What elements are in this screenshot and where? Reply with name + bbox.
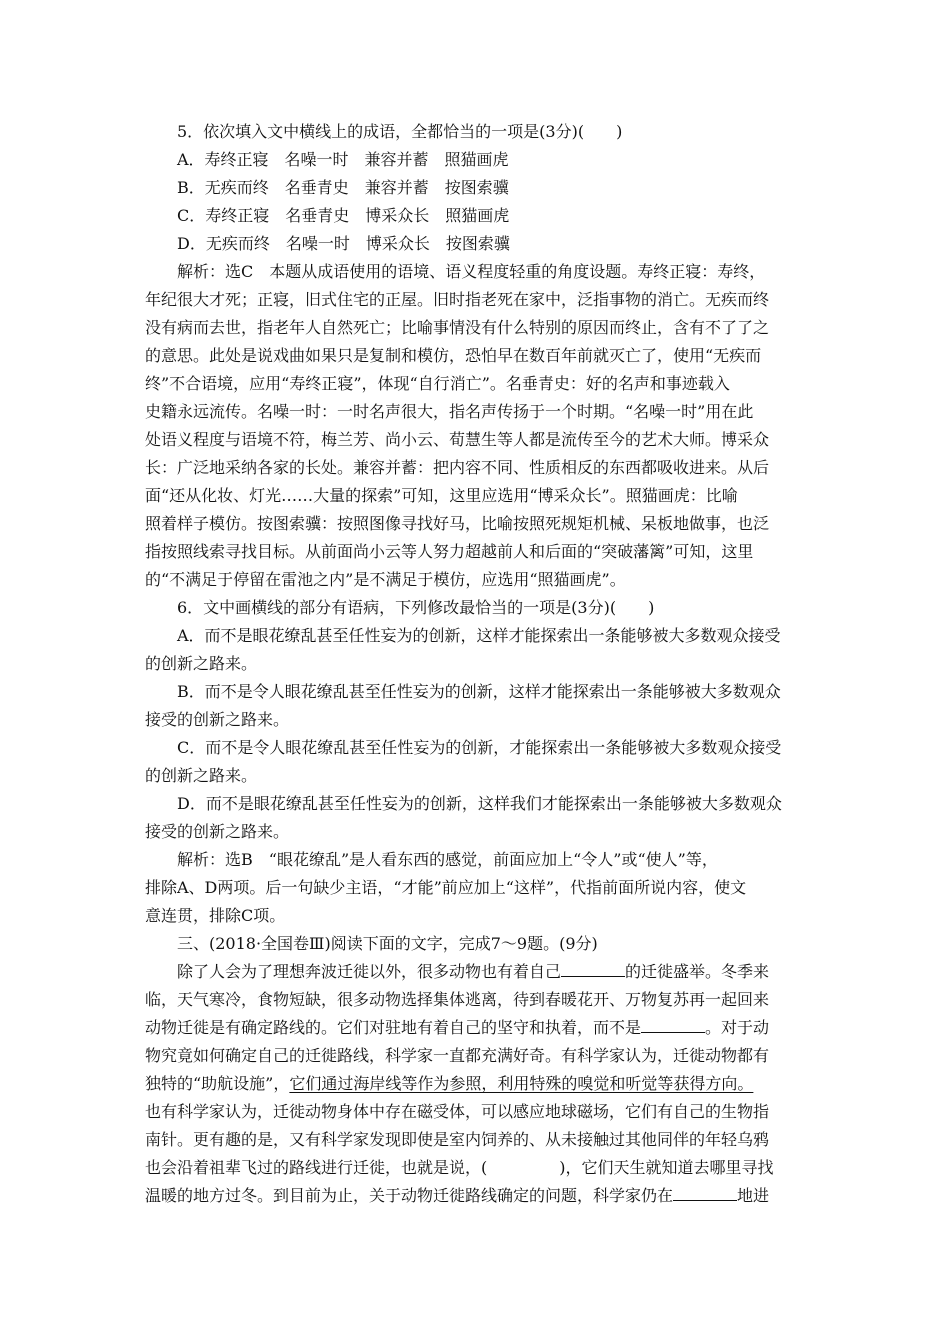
q5-option-d: D．无疾而终 名噪一时 博采众长 按图索骥 (177, 234, 510, 253)
analysis-line: 处语义程度与语境不符，梅兰芳、尚小云、荀慧生等人都是流传至今的艺术大师。博采众 (145, 430, 770, 449)
analysis-line: 的“不满足于停留在雷池之内”是不满足于模仿，应选用“照猫画虎”。 (145, 570, 626, 589)
analysis-line: 意连贯，排除C项。 (145, 906, 286, 925)
q6-option-d: D．而不是眼花缭乱甚至任性妄为的创新，这样我们才能探索出一条能够被大多数观众 (177, 794, 782, 813)
analysis-line: 解析：选B “眼花缭乱”是人看东西的感觉，前面应加上“令人”或“使人”等， (177, 850, 718, 869)
analysis-line: 解析：选C 本题从成语使用的语境、语义程度轻重的角度设题。寿终正寝：寿终， (177, 262, 766, 281)
q6-option-b: B．而不是令人眼花缭乱甚至任性妄为的创新，这样才能探索出一条能够被大多数观众 (177, 682, 781, 701)
analysis-line: 排除A、D两项。后一句缺少主语，“才能”前应加上“这样”，代指前面所说内容，使文 (145, 878, 747, 897)
answer-blank (641, 1014, 705, 1033)
q6-option-a-cont: 的创新之路来。 (145, 654, 258, 673)
answer-blank (673, 1182, 737, 1201)
q5-option-a: A．寿终正寝 名噪一时 兼容并蓄 照猫画虎 (177, 150, 509, 169)
passage-line: 物究竟如何确定自己的迁徙路线，科学家一直都充满好奇。有科学家认为，迁徙动物都有 (145, 1046, 770, 1065)
q6-option-c-cont: 的创新之路来。 (145, 766, 258, 785)
q6-option-d-cont: 接受的创新之路来。 (145, 822, 290, 841)
question-5-stem: 5．依次填入文中横线上的成语，全都恰当的一项是(3分)( ) (177, 122, 623, 141)
passage-line: 也会沿着祖辈飞过的路线进行迁徙，也就是说，( )，它们天生就知道去哪里寻找 (145, 1158, 774, 1177)
passage-line: 温暖的地方过冬。到目前为止，关于动物迁徙路线确定的问题，科学家仍在 地进 (145, 1182, 815, 1210)
passage-line: 动物迁徙是有确定路线的。它们对驻地有着自己的坚守和执着，而不是 。对于动 (145, 1014, 815, 1042)
q5-option-b: B．无疾而终 名垂青史 兼容并蓄 按图索骥 (177, 178, 509, 197)
q6-option-a: A．而不是眼花缭乱甚至任性妄为的创新，这样才能探索出一条能够被大多数观众接受 (177, 626, 781, 645)
q6-option-c: C．而不是令人眼花缭乱甚至任性妄为的创新，才能探索出一条能够被大多数观众接受 (177, 738, 782, 757)
q6-option-b-cont: 接受的创新之路来。 (145, 710, 290, 729)
analysis-line: 史籍永远流传。名噪一时：一时名声很大，指名声传扬于一个时期。“名噪一时”用在此 (145, 402, 754, 421)
reading-passage (145, 958, 815, 1210)
section-3-heading: 三、(2018·全国卷Ⅲ)阅读下面的文字，完成7～9题。(9分) (177, 934, 598, 953)
analysis-line: 指按照线索寻找目标。从前面尚小云等人努力超越前人和后面的“突破藩篱”可知，这里 (145, 542, 754, 561)
q5-analysis (145, 258, 815, 594)
analysis-line: 没有病而去世，指老年人自然死亡；比喻事情没有什么特别的原因而终止，含有不了了之 (145, 318, 770, 337)
passage-line: 临，天气寒冷，食物短缺，很多动物选择集体逃离，待到春暖花开、万物复苏再一起回来 (145, 990, 770, 1009)
document-page (145, 118, 815, 1210)
analysis-line: 照着样子模仿。按图索骥：按照图像寻找好马，比喻按照死规矩机械、呆板地做事，也泛 (145, 514, 770, 533)
q6-analysis (145, 846, 815, 930)
analysis-line: 长：广泛地采纳各家的长处。兼容并蓄：把内容不同、性质相反的东西都吸收进来。从后 (145, 458, 770, 477)
passage-line: 除了人会为了理想奔波迁徙以外，很多动物也有着自己 的迁徙盛举。冬季来 (145, 958, 815, 986)
analysis-line: 的意思。此处是说戏曲如果只是复制和模仿，恐怕早在数百年前就灭亡了，使用“无疾而 (145, 346, 762, 365)
analysis-line: 面“还从化妆、灯光……大量的探索”可知，这里应选用“博采众长”。照猫画虎：比喻 (145, 486, 738, 505)
analysis-line: 年纪很大才死；正寝，旧式住宅的正屋。旧时指老死在家中，泛指事物的消亡。无疾而终 (145, 290, 770, 309)
passage-line: 也有科学家认为，迁徙动物身体中存在磁受体，可以感应地球磁场，它们有自己的生物指 (145, 1102, 770, 1121)
q5-option-c: C．寿终正寝 名垂青史 博采众长 照猫画虎 (177, 206, 510, 225)
underlined-sentence: 它们通过海岸线等作为参照，利用特殊的嗅觉和听觉等获得方向。 (289, 1074, 754, 1093)
question-6-stem: 6．文中画横线的部分有语病，下列修改最恰当的一项是(3分)( ) (177, 598, 655, 617)
passage-line: 独特的“助航设施”，它们通过海岸线等作为参照，利用特殊的嗅觉和听觉等获得方向。 (145, 1074, 754, 1093)
answer-blank (561, 958, 625, 977)
analysis-line: 终”不合语境，应用“寿终正寝”，体现“自行消亡”。名垂青史：好的名声和事迹载入 (145, 374, 730, 393)
passage-line: 南针。更有趣的是，又有科学家发现即使是室内饲养的、从未接触过其他同伴的年轻乌鸦 (145, 1130, 770, 1149)
